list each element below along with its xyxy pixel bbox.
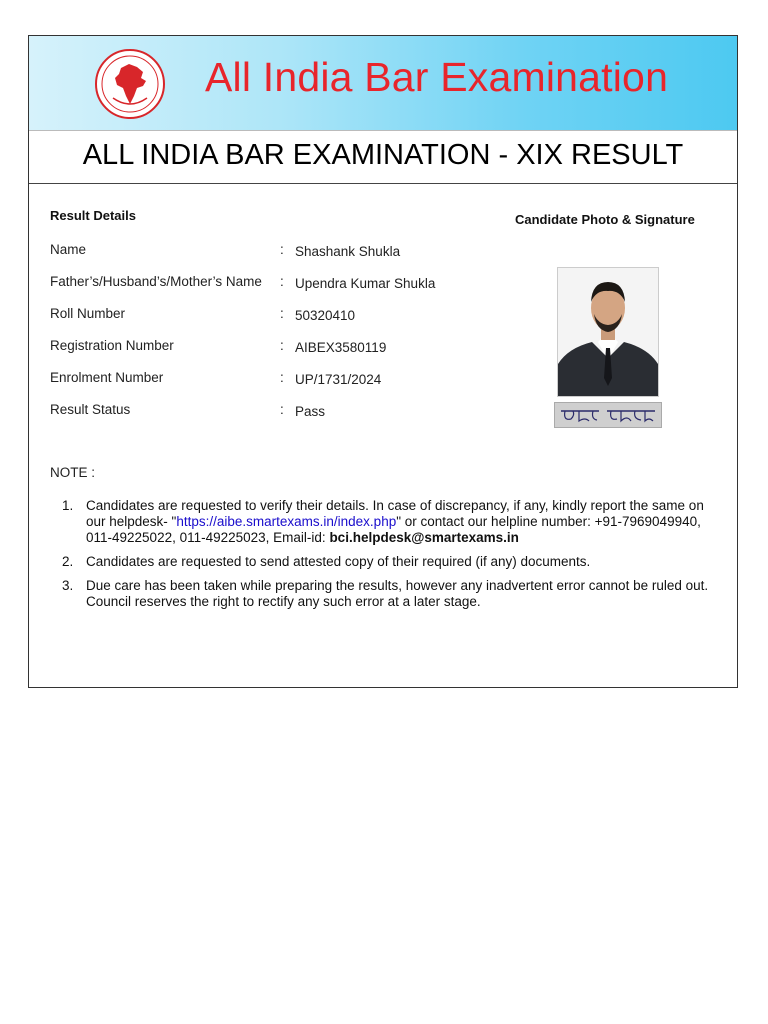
bar-council-emblem-icon (91, 48, 169, 120)
candidate-photo-image (558, 268, 658, 396)
note-number: 1. (62, 498, 74, 513)
candidate-photo (557, 267, 659, 397)
photo-signature-heading: Candidate Photo & Signature (515, 212, 695, 227)
note-item (62, 554, 720, 570)
result-card (28, 35, 738, 688)
note-text: Due care has been taken while preparing the results, however any inadvertent error cannot be ruled out. Council reserves the right to rectify any such error at a later stage. (86, 578, 709, 609)
detail-label: Name (50, 242, 87, 257)
detail-label: Roll Number (50, 306, 126, 321)
detail-colon: : (280, 306, 284, 321)
detail-colon: : (280, 370, 284, 385)
detail-label: Registration Number (50, 338, 174, 353)
page-title: ALL INDIA BAR EXAMINATION - XIX RESULT (82, 139, 684, 171)
result-status-value: Pass (295, 404, 326, 419)
helpdesk-link[interactable]: https://aibe.smartexams.in/index.php (176, 514, 397, 529)
detail-value: Shashank Shukla (295, 244, 401, 259)
detail-value: Upendra Kumar Shukla (295, 276, 436, 291)
banner-title: All India Bar Examination (205, 54, 669, 100)
notes-list (62, 498, 720, 618)
signature-image (555, 403, 661, 427)
detail-colon: : (280, 338, 284, 353)
note-number: 3. (62, 578, 74, 593)
result-details-heading: Result Details (50, 208, 136, 223)
detail-value: UP/1731/2024 (295, 372, 382, 387)
detail-colon: : (280, 402, 284, 417)
note-label: NOTE : (50, 465, 96, 480)
detail-label: Result Status (50, 402, 131, 417)
candidate-signature (554, 402, 662, 428)
header-banner (29, 36, 737, 130)
helpdesk-email[interactable]: bci.helpdesk@smartexams.in (329, 530, 519, 545)
detail-colon: : (280, 274, 284, 289)
detail-label: Enrolment Number (50, 370, 164, 385)
detail-colon: : (280, 242, 284, 257)
detail-value: 50320410 (295, 308, 356, 323)
detail-value: AIBEX3580119 (295, 340, 387, 355)
note-number: 2. (62, 554, 74, 569)
note-item (62, 498, 720, 546)
title-row (29, 130, 737, 184)
note-text: " or contact our helpline number: +91-7969049940, 011-49225022, 011-49225023, Email-id: (86, 514, 701, 545)
note-text: Candidates are requested to verify their details. In case of discrepancy, if any, kindly report the same on our helpdesk- " (86, 498, 704, 529)
note-item (62, 578, 720, 610)
detail-label: Father’s/Husband’s/Mother’s Name (50, 274, 262, 289)
note-text: Candidates are requested to send attested copy of their required (if any) documents. (86, 554, 591, 569)
